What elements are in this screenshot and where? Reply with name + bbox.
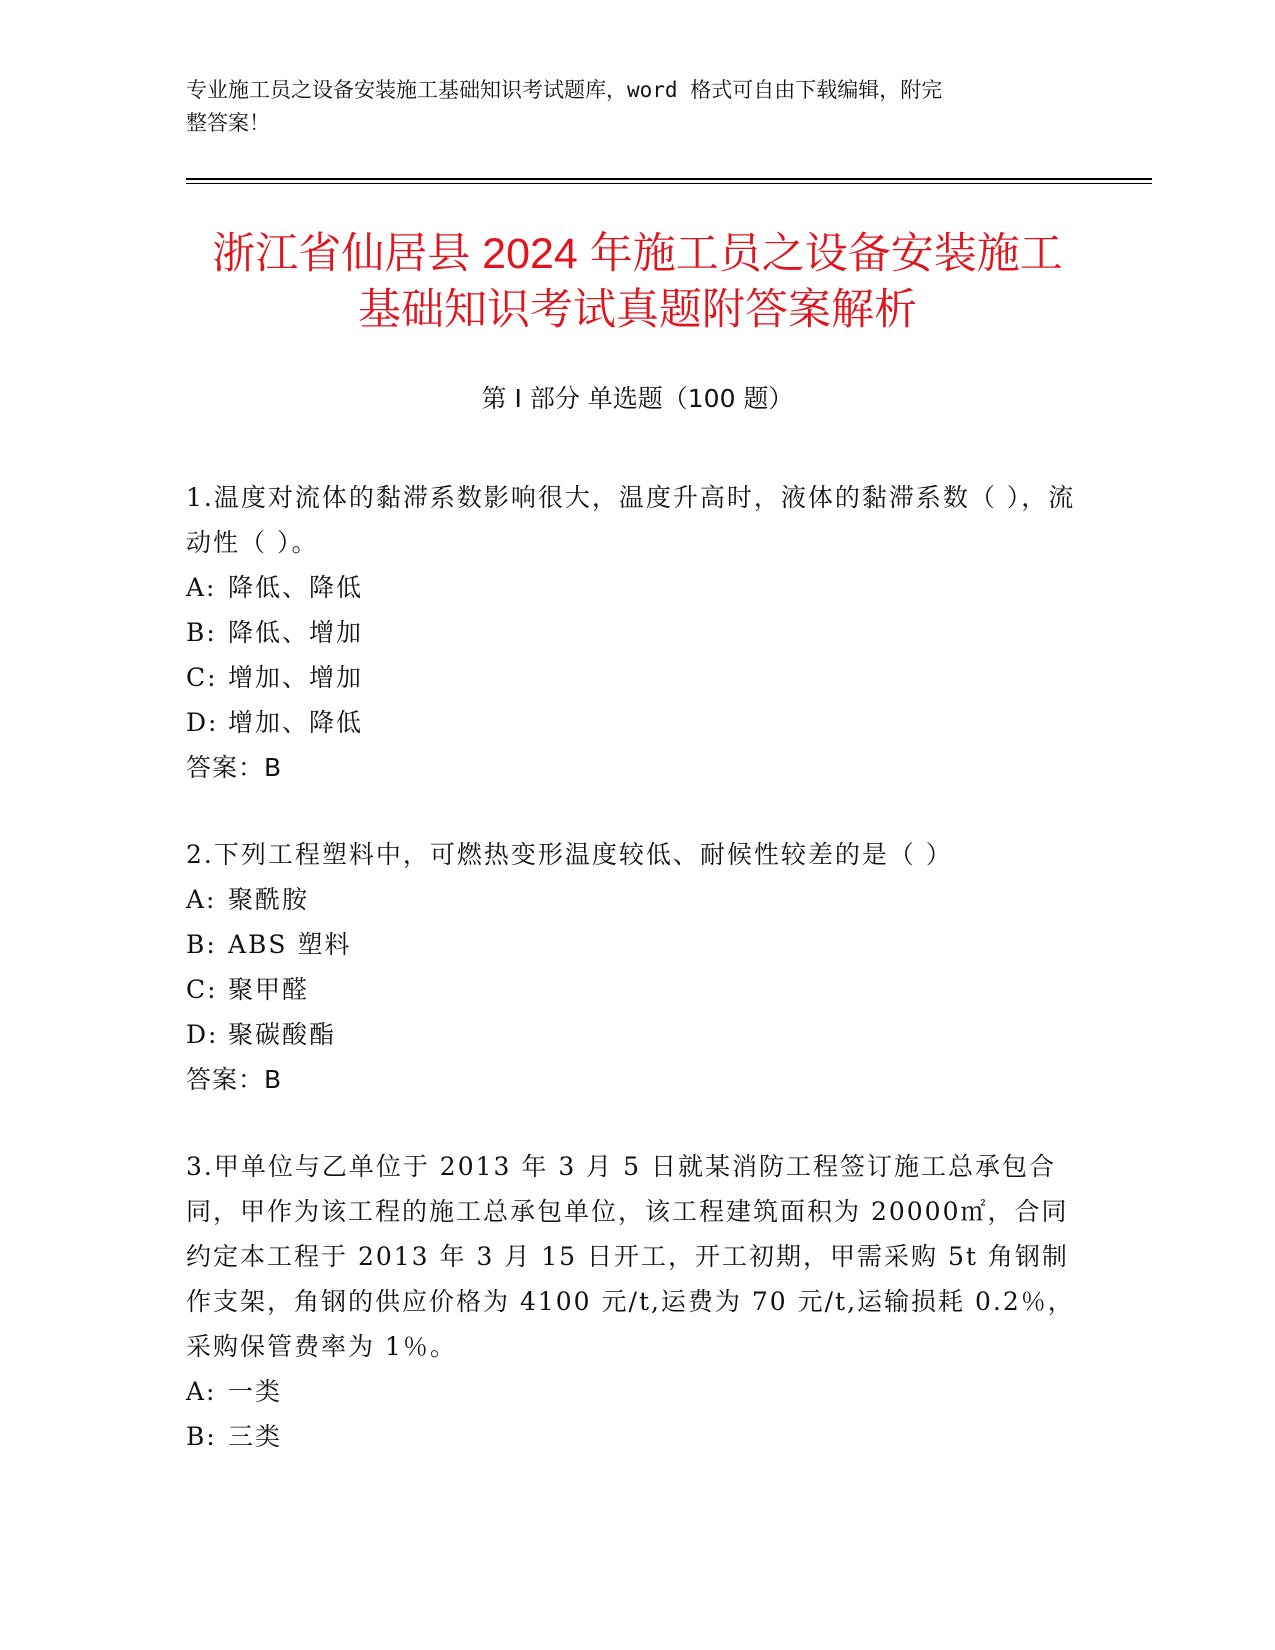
option-key: B: xyxy=(186,1422,217,1451)
option-d xyxy=(186,1012,1086,1057)
section-title: 第 I 部分 单选题（100 题） xyxy=(481,384,794,413)
option-text: 聚酰胺 xyxy=(228,885,310,914)
option-key: B: xyxy=(186,618,217,647)
question-text: 1.温度对流体的黏滞系数影响很大，温度升高时，液体的黏滞系数（ ），流动性（ ）。 xyxy=(186,483,1076,557)
option-text: 聚碳酸酯 xyxy=(228,1020,337,1049)
option-a xyxy=(186,565,1086,610)
option-key: A: xyxy=(186,573,217,602)
document-title xyxy=(150,226,1125,338)
header-note xyxy=(186,74,1066,140)
question-1 xyxy=(186,475,1086,790)
option-key: D: xyxy=(186,1020,219,1049)
answer: 答案：B xyxy=(186,753,283,782)
question-3 xyxy=(186,1144,1086,1459)
option-a xyxy=(186,1369,1086,1414)
option-a xyxy=(186,877,1086,922)
document-title-line-2: 基础知识考试真题附答案解析 xyxy=(358,286,917,334)
option-text: 三类 xyxy=(228,1422,283,1451)
header-rule-thin xyxy=(186,183,1152,184)
question-list xyxy=(186,475,1086,1501)
option-b xyxy=(186,922,1086,967)
document-title-line-1: 浙江省仙居县 2024 年施工员之设备安装施工 xyxy=(212,230,1063,278)
option-d xyxy=(186,700,1086,745)
header-note-line-2: 整答案！ xyxy=(186,111,270,135)
option-b xyxy=(186,610,1086,655)
option-c xyxy=(186,967,1086,1012)
option-key: A: xyxy=(186,1377,217,1406)
option-key: B: xyxy=(186,930,217,959)
option-text: 一类 xyxy=(228,1377,283,1406)
option-key: A: xyxy=(186,885,217,914)
option-text: 聚甲醛 xyxy=(228,975,310,1004)
header-note-line-1: 专业施工员之设备安装施工基础知识考试题库，word 格式可自由下载编辑，附完 xyxy=(186,78,943,102)
option-text: 增加、增加 xyxy=(228,663,364,692)
option-key: D: xyxy=(186,708,219,737)
question-2 xyxy=(186,832,1086,1102)
option-text: 降低、降低 xyxy=(228,573,364,602)
option-text: ABS 塑料 xyxy=(228,930,352,959)
option-key: C: xyxy=(186,975,218,1004)
option-text: 增加、降低 xyxy=(228,708,364,737)
header-rule-thick xyxy=(186,178,1152,180)
option-key: C: xyxy=(186,663,218,692)
question-text: 3.甲单位与乙单位于 2013 年 3 月 5 日就某消防工程签订施工总承包合同，甲作为该工程的施工总承包单位，该工程建筑面积为 20000㎡，合同约定本工程于 2013 年 3 月 15 日开工，开工初期，甲需采购 5t 角钢制作支架，角钢的供应价格为 4100 元/t,运费为 70 元/t,运输损耗 0.2％，采购保管费率为 1％。 xyxy=(186,1152,1075,1361)
option-c xyxy=(186,655,1086,700)
question-text: 2.下列工程塑料中，可燃热变形温度较低、耐候性较差的是（ ） xyxy=(186,840,953,869)
answer: 答案：B xyxy=(186,1065,283,1094)
option-text: 降低、增加 xyxy=(228,618,364,647)
option-b xyxy=(186,1414,1086,1459)
